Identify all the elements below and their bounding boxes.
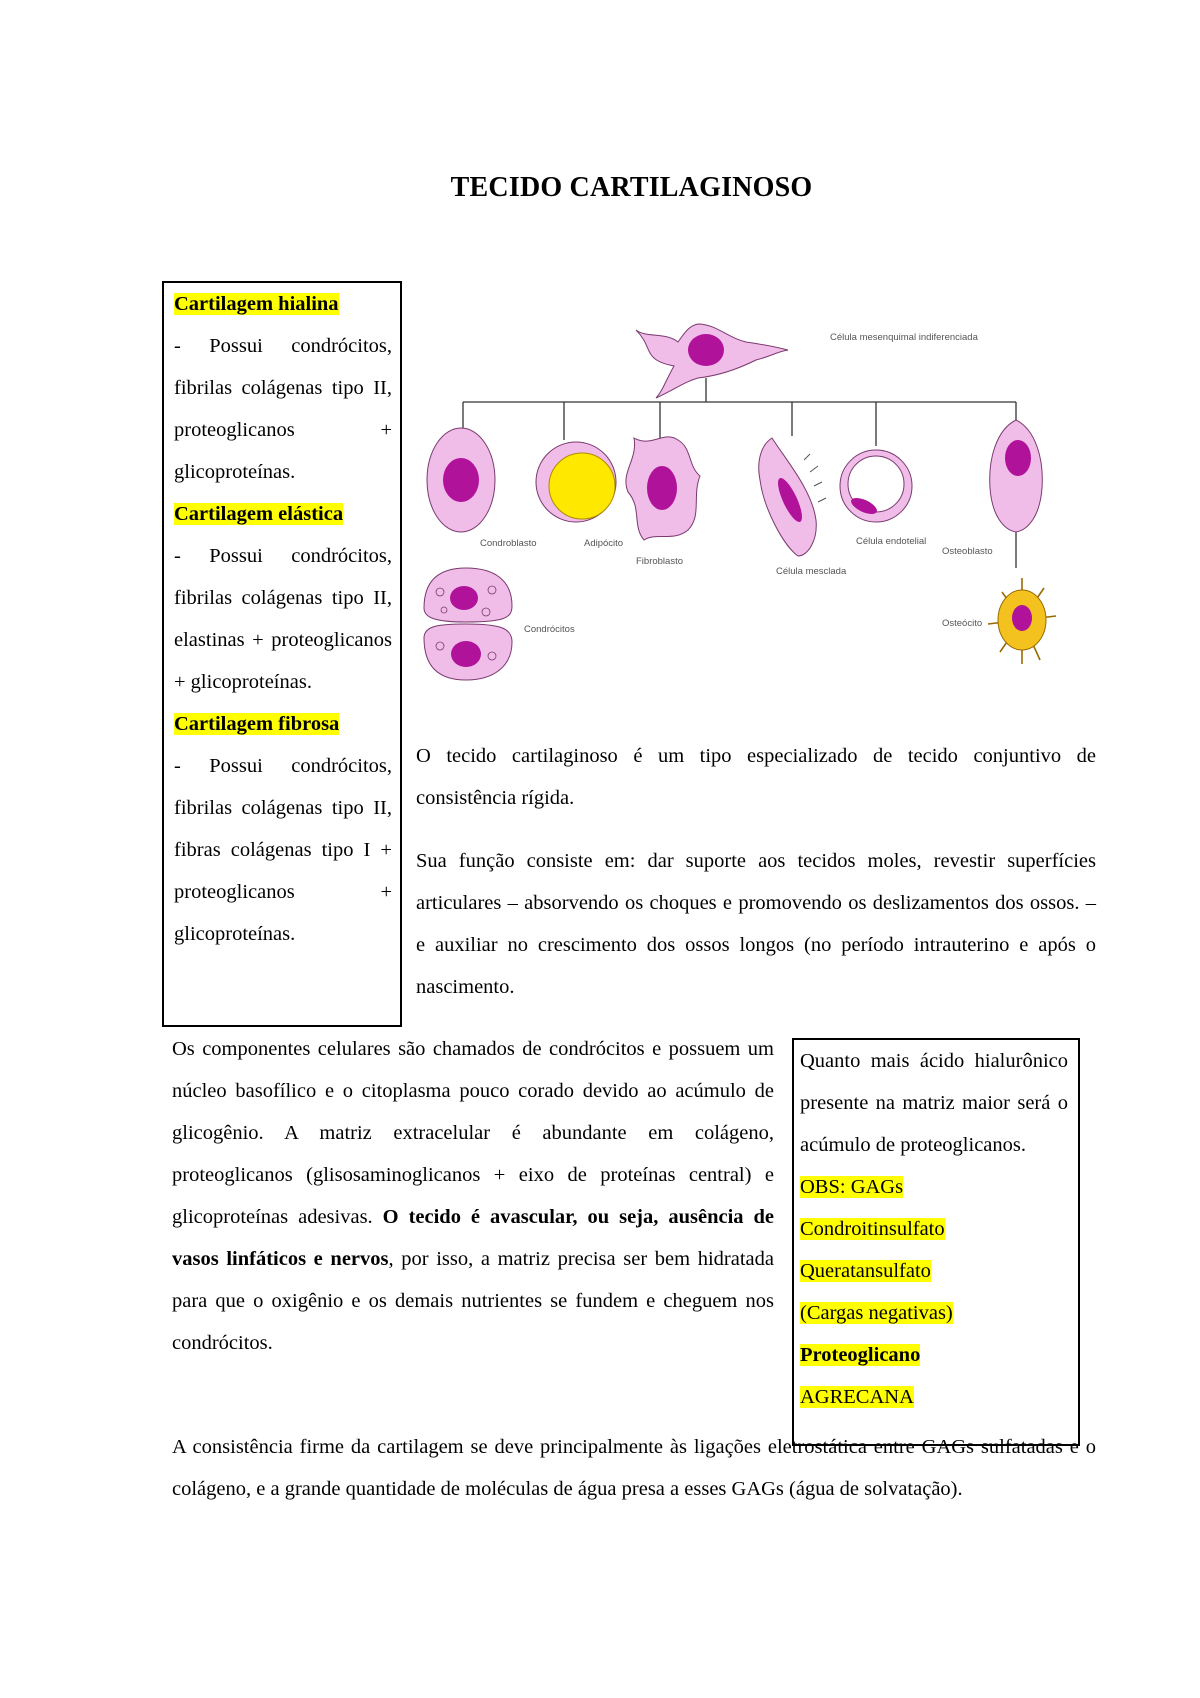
label-adipocito: Adipócito <box>584 538 624 549</box>
proteoglicano-label: Proteoglicano <box>800 1344 921 1366</box>
endothelial-cell <box>840 450 912 522</box>
function-text: Sua função consiste em: dar suporte aos tecidos moles, revestir superfícies articulares – absorvendo os choques e promovendo os deslizamentos dos ossos. – e auxiliar no crescimento dos ossos longos (no período intrauterino e após o nascimento. <box>416 850 1096 998</box>
components-text-a: Os componentes celulares são chamados de condrócitos e possuem um núcleo basofílico e o citoplasma pouco corado devido ao acúmulo de glicogênio. A matriz extracelular é abundante em colágeno, proteoglicanos (glisosaminoglicanos + eixo de proteínas central) e glicoproteínas adesivas. <box>172 1038 774 1228</box>
components-text-c: , por isso, a matriz precisa ser bem hidratada para que o oxigênio e os demais nutrientes se fundem e cheguem nos condrócitos. <box>172 1248 774 1354</box>
condrocytes-cells <box>424 568 512 680</box>
obs-box <box>792 1038 1080 1446</box>
elastica-text: - Possui condrócitos, fibrilas colágenas tipo II, elastinas + proteoglicanos + glicoproteínas. <box>174 545 392 693</box>
consistency-paragraph <box>172 1426 1096 1510</box>
components-text-bold: O tecido é avascular, ou seja, ausência de vasos linfáticos e nervos <box>172 1206 774 1270</box>
adipocyte-cell <box>536 442 616 522</box>
gag-item-3: (Cargas negativas) <box>800 1302 953 1324</box>
obs-label: OBS: GAGs <box>800 1176 904 1198</box>
components-paragraph <box>172 1028 774 1364</box>
cell-lineage-figure <box>416 320 1106 700</box>
agrecana-label: AGRECANA <box>800 1386 914 1408</box>
label-fibroblasto: Fibroblasto <box>636 556 683 567</box>
intro-text: O tecido cartilaginoso é um tipo especializado de tecido conjuntivo de consistência rígida. <box>416 745 1096 809</box>
mesenchymal-cell <box>636 324 788 398</box>
gag-item-1: Condroitinsulfato <box>800 1218 945 1240</box>
osteocyte-cell <box>988 578 1056 664</box>
obs-intro: Quanto mais ácido hialurônico presente na matriz maior será o acúmulo de proteoglicanos. <box>800 1050 1068 1156</box>
label-osteocito: Osteócito <box>942 618 983 629</box>
fibroblast-cell <box>626 437 700 540</box>
hialina-heading: Cartilagem hialina <box>174 293 339 315</box>
hialina-text: - Possui condrócitos, fibrilas colágenas tipo II, proteoglicanos + glicoproteínas. <box>174 335 392 483</box>
label-mesenquimal: Célula mesenquimal indiferenciada <box>830 332 978 343</box>
osteoblast-cell <box>990 420 1043 532</box>
function-paragraph <box>416 840 1096 1008</box>
label-mesclada: Célula mesclada <box>776 566 847 577</box>
fibrosa-text: - Possui condrócitos, fibrilas colágenas tipo II, fibras colágenas tipo I + proteoglicanos + glicoproteínas. <box>174 755 392 945</box>
cartilage-types-box <box>162 281 402 1027</box>
intro-paragraph <box>416 735 1096 819</box>
fibrosa-heading: Cartilagem fibrosa <box>174 713 340 735</box>
condroblast-cell <box>427 428 495 532</box>
label-endotelial: Célula endotelial <box>856 536 927 547</box>
label-condrocitos: Condrócitos <box>524 624 575 635</box>
page-title: TECIDO CARTILAGINOSO <box>450 172 813 203</box>
label-osteoblasto: Osteoblasto <box>942 546 993 557</box>
consistency-text: A consistência firme da cartilagem se deve principalmente às ligações eletrostática entre GAGs sulfatadas e o colágeno, e a grande quantidade de moléculas de água presa a esses GAGs (água de solvatação). <box>172 1436 1096 1500</box>
mesclada-cell <box>759 438 826 556</box>
elastica-heading: Cartilagem elástica <box>174 503 344 525</box>
label-condroblasto: Condroblasto <box>480 538 537 549</box>
gag-item-2: Queratansulfato <box>800 1260 931 1282</box>
